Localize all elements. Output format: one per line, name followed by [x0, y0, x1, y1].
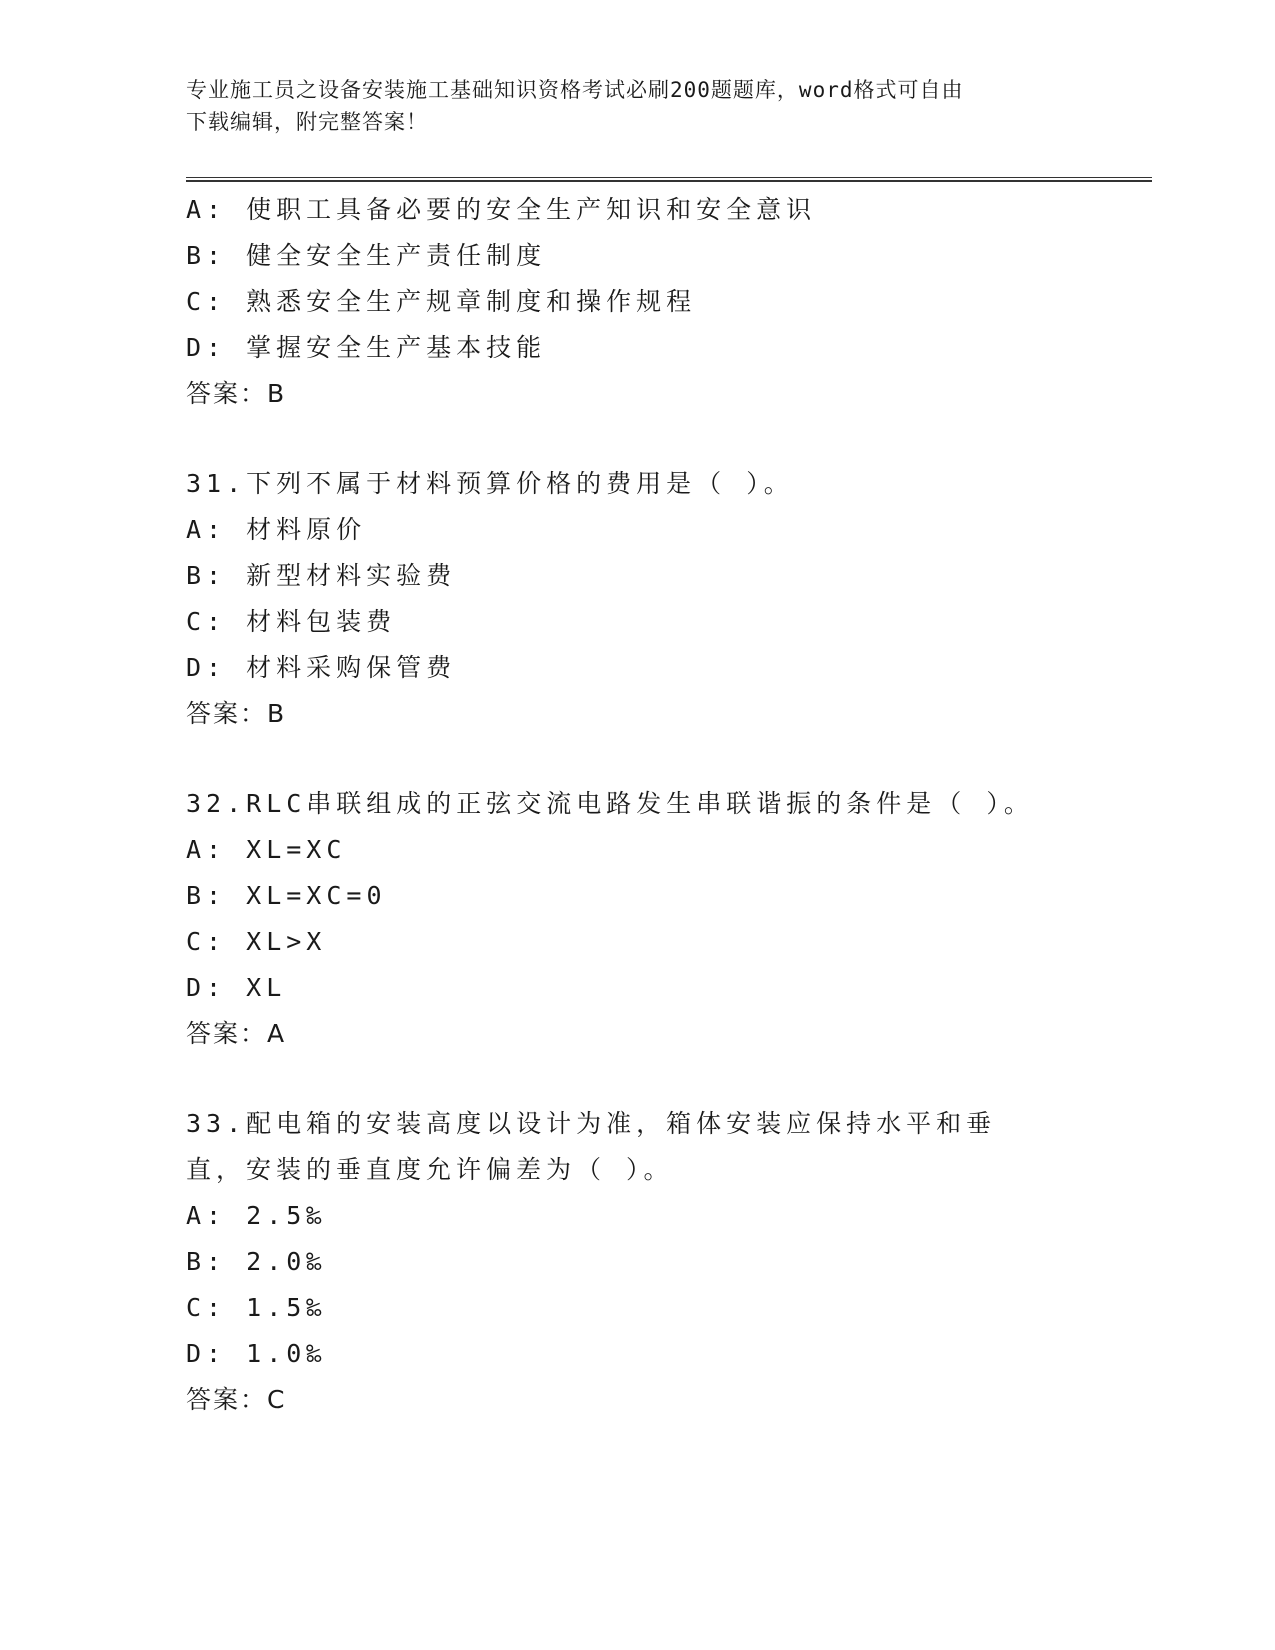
header-line-1: 专业施工员之设备安装施工基础知识资格考试必刷200题题库，word格式可自由	[186, 78, 964, 102]
answer-line: 答案：B	[186, 699, 287, 728]
option-a: A: 材料原价	[186, 515, 367, 544]
spacer	[186, 737, 1152, 781]
option-b: B: XL=XC=0	[186, 881, 387, 910]
question-block-33	[186, 1101, 1152, 1423]
header-line-2: 下载编辑，附完整答案！	[186, 110, 428, 134]
option-d: D: 掌握安全生产基本技能	[186, 333, 547, 362]
spacer	[186, 417, 1152, 461]
question-block-31	[186, 461, 1152, 737]
option-b: B: 新型材料实验费	[186, 561, 457, 590]
option-d: D: 1.0‰	[186, 1339, 327, 1368]
document-header	[186, 74, 1066, 138]
option-a: A: XL=XC	[186, 835, 347, 864]
option-a: A: 2.5‰	[186, 1201, 327, 1230]
option-c: C: 熟悉安全生产规章制度和操作规程	[186, 287, 697, 316]
spacer	[186, 1057, 1152, 1101]
question-list	[186, 187, 1152, 1423]
answer-line: 答案：B	[186, 379, 287, 408]
option-b: B: 2.0‰	[186, 1247, 327, 1276]
answer-line: 答案：A	[186, 1019, 287, 1048]
question-stem: 33.配电箱的安装高度以设计为准，箱体安装应保持水平和垂直，安装的垂直度允许偏差为（ ）。	[186, 1109, 997, 1184]
option-c: C: 材料包装费	[186, 607, 397, 636]
answer-line: 答案：C	[186, 1385, 287, 1414]
option-d: D: 材料采购保管费	[186, 653, 457, 682]
option-c: C: XL>X	[186, 927, 327, 956]
option-c: C: 1.5‰	[186, 1293, 327, 1322]
question-block-32	[186, 781, 1152, 1057]
question-stem: 32.RLC串联组成的正弦交流电路发生串联谐振的条件是（ ）。	[186, 789, 1034, 818]
option-a: A: 使职工具备必要的安全生产知识和安全意识	[186, 195, 817, 224]
option-d: D: XL	[186, 973, 287, 1002]
header-divider	[186, 177, 1152, 182]
question-block-30	[186, 187, 1152, 417]
question-stem: 31.下列不属于材料预算价格的费用是（ ）。	[186, 469, 794, 498]
option-b: B: 健全安全生产责任制度	[186, 241, 547, 270]
